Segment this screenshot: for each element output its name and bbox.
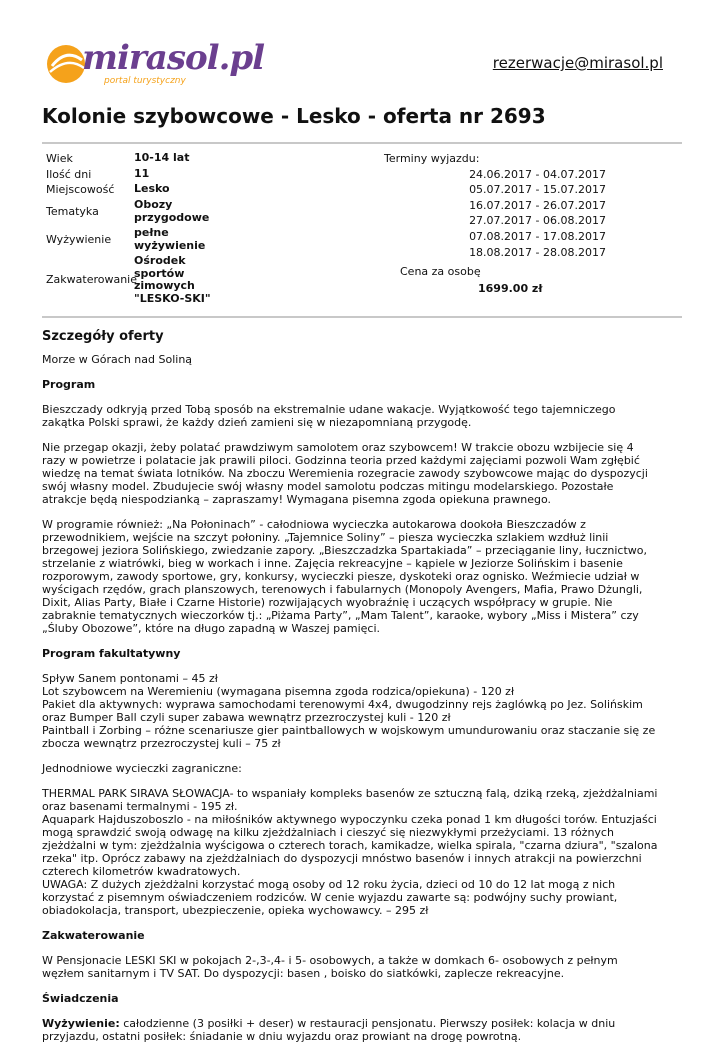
foreign-item: THERMAL PARK SIRAVA SŁOWACJA- to wspaniały kompleks basenów ze sztuczną falą, dziką rzeką, zjeżdżalniami oraz basenami termalnymi - 195 zł. bbox=[42, 787, 658, 813]
days-label: Ilość dni bbox=[46, 168, 92, 181]
optional-item: Spływ Sanem pontonami – 45 zł bbox=[42, 672, 218, 685]
lodging-heading: Zakwaterowanie bbox=[42, 929, 145, 942]
program-paragraph: W programie również: „Na Połoninach” - całodniowa wycieczka autokarowa dookoła Bieszczadów z przewodnikiem, wejście na szczyt połoniny. „Tajemnice Soliny” – piesza wycieczka szlakiem wzdłuż linii brzegowej jeziora Solińskiego, zwiedzanie zapory. „Bieszczadzka Spartakiada” – przeciąganie liny, łucznictwo, strzelanie z wiatrówki, bieg w workach i inne. Zajęcia rekreacyjne – kąpiele w Jeziorze Solińskim i basenie rozporowym, zawody sportowe, gry, konkursy, wycieczki piesze, dyskoteki oraz ognisko. Weźmiecie udział w wyścigach rzędów, grach planszowych, terenowych i fabularnych (Monopoly Avengers, Mafia, Prawo Dżungli, Dixit, Alias Party, Białe i Czarne Historie) rozwijających wyobraźnię i uczących współpracy w grupie. Nie zabraknie tematycznych wieczorków tj.: „Piżama Party”, „Mam Talent”, karaoke, wybory „Miss i Mistera” czy „Śluby Obozowe”, które na długo zapadną w Waszej pamięci. bbox=[42, 518, 648, 635]
term-date: 16.07.2017 - 26.07.2017 bbox=[469, 199, 606, 212]
age-label: Wiek bbox=[46, 152, 73, 165]
food-label: Wyżywienie bbox=[46, 233, 112, 246]
optional-heading: Program fakultatywny bbox=[42, 647, 181, 660]
details-heading: Szczegóły oferty bbox=[42, 329, 164, 344]
place-value: Lesko bbox=[134, 182, 170, 195]
price-value: 1699.00 zł bbox=[478, 282, 543, 295]
services-food bbox=[42, 1017, 658, 1043]
foreign-item: UWAGA: Z dużych zjeżdżalni korzystać mogą osoby od 12 roku życia, dzieci od 10 do 12 lat mogą z nich korzystać z pisemnym oświadczeniem rodziców. W cenie wyjazdu zawarte są: podwójny suchy prowiant, obiadokolacja, transport, ubezpieczenie, opieka wychowawcy. – 295 zł bbox=[42, 878, 618, 917]
services-food-label: Wyżywienie: bbox=[42, 1017, 120, 1030]
page-title: Kolonie szybowcowe - Lesko - oferta nr 2693 bbox=[42, 104, 546, 128]
logo[interactable] bbox=[42, 36, 272, 92]
term-date: 18.08.2017 - 28.08.2017 bbox=[469, 246, 606, 259]
divider bbox=[42, 316, 682, 318]
program-heading: Program bbox=[42, 378, 96, 391]
optional-list bbox=[42, 672, 658, 750]
program-paragraph: Nie przegap okazji, żeby polatać prawdziwym samolotem oraz szybowcem! W trakcie obozu wzbijecie się 4 razy w powietrze i polatacie jak prawili piloci. Godzinna teoria przed każdymi zajęciami pozwoli Wam zgłębić wiedzę na temat świata lotników. Na zboczu Weremienia rozegracie zawody szybowcowe mając do dyspozycji swój własny model. Zbudujecie swój własny model samolotu podczas mitingu modelarskiego. Pozostałe atrakcje będą niespodzianką – zapraszamy! Wymagana pisemna zgoda opiekuna prawnego. bbox=[42, 441, 648, 506]
optional-item: Paintball i Zorbing – różne scenariusze gier paintballowych w wojskowym umundurowaniu oraz staczanie się ze zbocza wewnątrz przezroczystej kuli – 75 zł bbox=[42, 724, 656, 750]
term-date: 07.08.2017 - 17.08.2017 bbox=[469, 230, 606, 243]
lodging-text: W Pensjonacie LESKI SKI w pokojach 2-,3-,4- i 5- osobowych, a także w domkach 6- osobowych z pełnym węzłem sanitarnym i TV SAT. Do dyspozycji: basen , boisko do siatkówki, zaplecze rekreacyjne. bbox=[42, 954, 618, 980]
price-label: Cena za osobę bbox=[400, 265, 481, 278]
theme-label: Tematyka bbox=[46, 205, 99, 218]
services-heading: Świadczenia bbox=[42, 992, 119, 1005]
logo-tagline: portal turystyczny bbox=[104, 76, 186, 86]
lodging-value: Ośrodek sportów zimowych "LESKO-SKI" bbox=[134, 254, 211, 305]
foreign-intro: Jednodniowe wycieczki zagraniczne: bbox=[42, 762, 242, 775]
optional-item: Lot szybowcem na Weremieniu (wymagana pisemna zgoda rodzica/opiekuna) - 120 zł bbox=[42, 685, 515, 698]
foreign-list bbox=[42, 787, 658, 917]
age-value: 10-14 lat bbox=[134, 151, 190, 164]
program-paragraph: Bieszczady odkryją przed Tobą sposób na ekstremalnie udane wakacje. Wyjątkowość tego tajemniczego zakątka Polski sprawi, że każdy dzień zamieni się w niezapomnianą przygodę. bbox=[42, 403, 616, 429]
days-value: 11 bbox=[134, 167, 150, 180]
email-link[interactable]: rezerwacje@mirasol.pl bbox=[492, 54, 663, 72]
foreign-item: Aquapark Hajduszoboszlo - na miłośników aktywnego wypoczynku czeka ponad 1 km długości torów. Entuzjaści mogą sprawdzić swoją odwagę na kilku zjeżdżalniach i cieszyć się niezwykłymi przeżyciami. 13 różnych zjeżdżalni w tym: zjeżdżalnia wyścigowa o czterech torach, kamikadze, wielka spirala, "czarna dziura", "szalona rzeka" itp. Oprócz zabawy na zjeżdżalniach do dyspozycji mnóstwo basenów i innych atrakcji na powierzchni czterech kilometrów kwadratowych. bbox=[42, 813, 658, 878]
term-date: 27.07.2017 - 06.08.2017 bbox=[469, 214, 606, 227]
logo-text: mirasol.pl bbox=[82, 38, 265, 78]
term-date: 24.06.2017 - 04.07.2017 bbox=[469, 168, 606, 181]
lodging-label: Zakwaterowanie bbox=[46, 273, 138, 286]
optional-item: Pakiet dla aktywnych: wyprawa samochodami terenowymi 4x4, dwugodzinny rejs żaglówką po Jez. Solińskim oraz Bumper Ball czyli super zabawa wewnątrz przezroczystej kuli - 120 zł bbox=[42, 698, 643, 724]
food-value: pełne wyżywienie bbox=[134, 226, 206, 252]
details-subtitle: Morze w Górach nad Soliną bbox=[42, 353, 193, 366]
services-food-text: całodzienne (3 posiłki + deser) w restauracji pensjonatu. Pierwszy posiłek: kolacja w dniu przyjazdu, ostatni posiłek: śniadanie w dniu wyjazdu oraz prowiant na drogę powrotną. bbox=[42, 1017, 616, 1043]
place-label: Miejscowość bbox=[46, 183, 115, 196]
term-date: 05.07.2017 - 15.07.2017 bbox=[469, 183, 606, 196]
offer-details bbox=[42, 330, 658, 1055]
terms-label: Terminy wyjazdu: bbox=[384, 152, 480, 165]
theme-value: Obozy przygodowe bbox=[134, 198, 210, 224]
divider bbox=[42, 142, 682, 144]
